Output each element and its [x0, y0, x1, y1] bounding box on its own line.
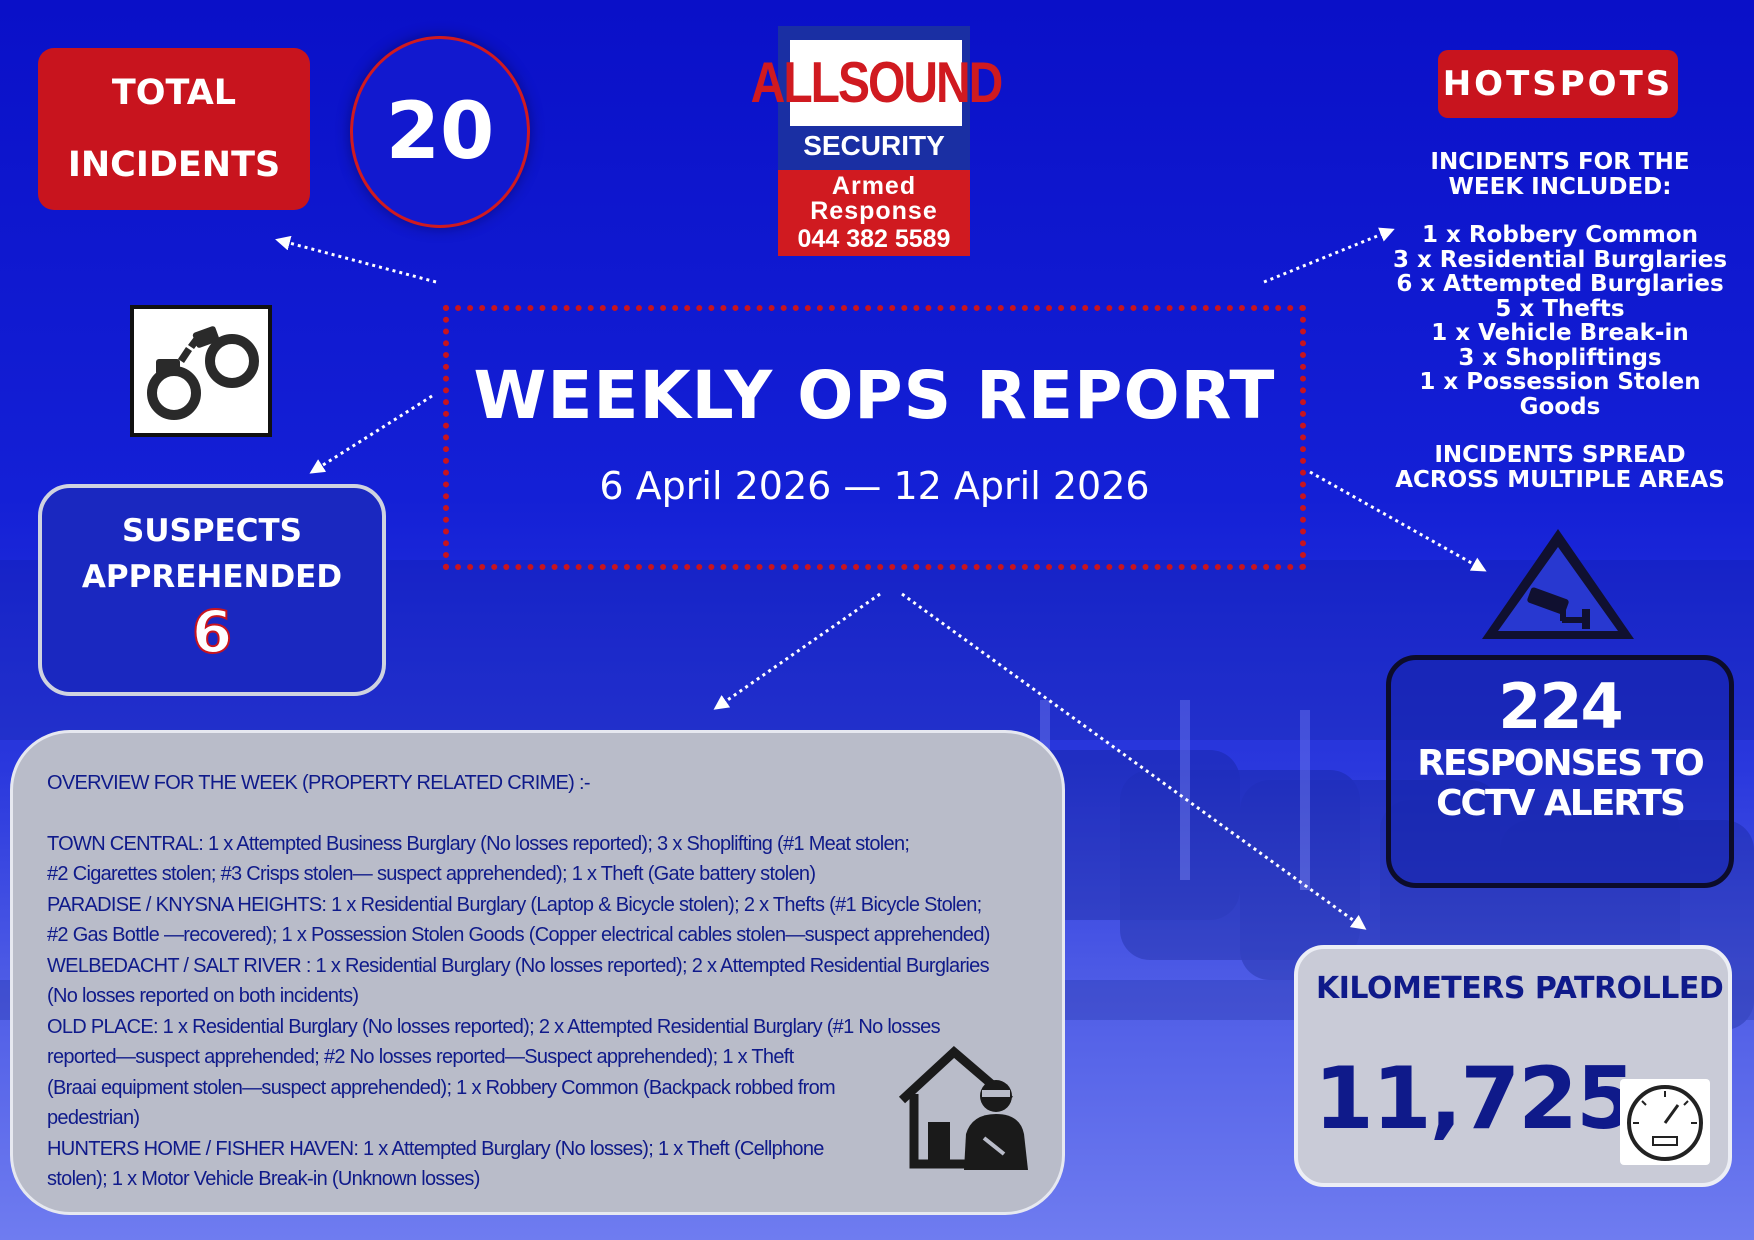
hotspots-items — [1380, 223, 1740, 419]
logo-response-text: Response — [810, 197, 938, 225]
overview-line: reported—suspect apprehended; #2 No losses reported—Suspect apprehended); 1 x Theft — [47, 1046, 794, 1068]
overview-line: (No losses reported on both incidents) — [47, 985, 359, 1007]
hotspots-intro-line: WEEK INCLUDED: — [1448, 173, 1672, 200]
cctv-responses-box — [1386, 655, 1734, 888]
total-incidents-label-box — [38, 48, 310, 210]
allsound-logo — [750, 26, 1002, 256]
overview-line: #2 Gas Bottle —recovered); 1 x Possession Stolen Goods (Copper electrical cables stolen—suspect apprehended) — [47, 924, 990, 946]
logo-brand-panel — [750, 38, 1002, 128]
speedometer-icon — [1620, 1079, 1710, 1165]
overview-line: OLD PLACE: 1 x Residential Burglary (No losses reported); 2 x Attempted Residential Burglary (#1 No losses — [47, 1015, 940, 1038]
report-date-range: 6 April 2026 — 12 April 2026 — [599, 464, 1150, 508]
hotspots-footer-line: INCIDENTS SPREAD — [1434, 442, 1686, 468]
suspects-count: 6 — [191, 598, 233, 666]
hotspot-item: 1 x Robbery Common — [1421, 222, 1699, 248]
hotspot-item: 3 x Residential Burglaries — [1392, 246, 1728, 273]
hotspots-footer-line: ACROSS MULTIPLE AREAS — [1395, 466, 1725, 493]
overview-line: TOWN CENTRAL: 1 x Attempted Business Burglary (No losses reported); 3 x Shoplifting (#1 Meat stolen; — [47, 832, 910, 855]
hotspot-item: 6 x Attempted Burglaries — [1396, 271, 1724, 297]
logo-security-text: SECURITY — [803, 130, 945, 161]
cctv-responses-label-line1: RESPONSES TO — [1417, 743, 1703, 784]
overview-line: #2 Cigarettes stolen; #3 Crisps stolen— suspect apprehended); 1 x Theft (Gate battery stolen) — [47, 863, 816, 885]
kilometers-value: 11,725 — [1314, 1049, 1634, 1149]
hotspots-intro-line: INCIDENTS FOR THE — [1430, 149, 1690, 175]
hotspot-item: 1 x Possession Stolen — [1419, 369, 1701, 395]
hotspots-list — [1380, 150, 1740, 492]
hotspots-badge: HOTSPOTS — [1438, 50, 1678, 118]
overview-line: WELBEDACHT / SALT RIVER : 1 x Residential Burglary (No losses reported); 2 x Attempted Residential Burglaries — [47, 954, 989, 977]
suspects-label — [42, 508, 382, 600]
handcuffs-icon — [130, 305, 272, 437]
kilometers-label: KILOMETERS PATROLLED — [1316, 971, 1724, 1006]
report-title: WEEKLY OPS REPORT — [473, 357, 1276, 434]
logo-armed-text: Armed — [831, 172, 917, 200]
cctv-responses-count: 224 — [1498, 670, 1622, 743]
overview-line: PARADISE / KNYSNA HEIGHTS: 1 x Residential Burglary (Laptop & Bicycle stolen); 2 x Thefts (#1 Bicycle Stolen; — [47, 893, 982, 916]
cctv-camera-icon — [1478, 525, 1638, 643]
report-title-frame — [443, 305, 1306, 570]
hotspot-item: Goods — [1519, 393, 1601, 420]
overview-line: HUNTERS HOME / FISHER HAVEN: 1 x Attempted Burglary (No losses); 1 x Theft (Cellphone — [47, 1137, 824, 1160]
overview-line: (Braai equipment stolen—suspect apprehended); 1 x Robbery Common (Backpack robbed from — [47, 1076, 836, 1099]
suspects-label-line2: APPREHENDED — [81, 559, 343, 595]
hotspot-item: 3 x Shopliftings — [1458, 344, 1662, 371]
logo-brand-text: ALLSOUND — [750, 51, 1002, 115]
suspects-apprehended-box — [38, 484, 386, 696]
total-incidents-label-line1: TOTAL — [111, 73, 237, 113]
hotspots-intro — [1380, 150, 1740, 199]
overview-heading: OVERVIEW FOR THE WEEK (PROPERTY RELATED CRIME) :- — [47, 772, 590, 794]
cctv-responses-label-line2: CCTV ALERTS — [1436, 783, 1684, 824]
total-incidents-count: 20 — [350, 36, 530, 228]
logo-armed-response-panel — [778, 170, 970, 256]
overview-line: pedestrian) — [47, 1107, 140, 1129]
hotspot-item: 5 x Thefts — [1495, 295, 1625, 322]
logo-phone-text: 044 382 5589 — [797, 225, 951, 253]
weekly-overview-panel — [10, 730, 1065, 1215]
hotspot-item: 1 x Vehicle Break-in — [1431, 320, 1689, 346]
overview-line: stolen); 1 x Motor Vehicle Break-in (Unknown losses) — [47, 1168, 480, 1190]
cctv-responses-label — [1391, 744, 1729, 824]
burglar-house-icon — [892, 1042, 1032, 1172]
hotspots-footer — [1380, 443, 1740, 492]
total-incidents-label-line2: INCIDENTS — [67, 145, 281, 185]
kilometers-patrolled-box — [1294, 945, 1732, 1187]
suspects-label-line1: SUSPECTS — [122, 513, 302, 549]
